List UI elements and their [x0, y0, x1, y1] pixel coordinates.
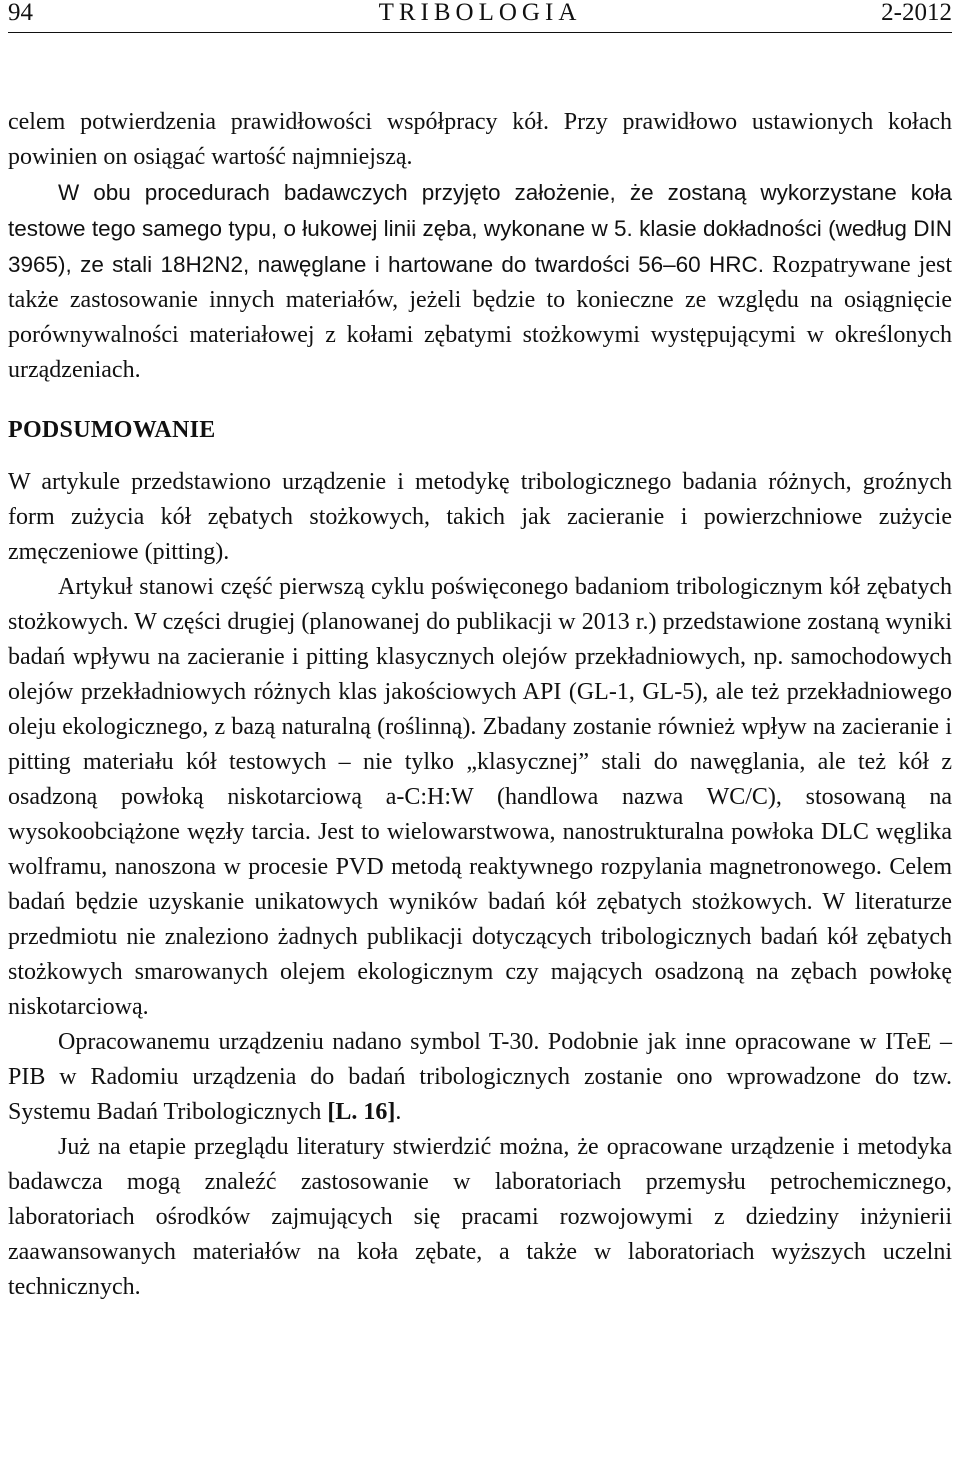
- paragraph-summary-3: [8, 1025, 952, 1130]
- issue-number: 2-2012: [881, 0, 952, 26]
- journal-title: TRIBOLOGIA: [378, 0, 582, 26]
- paragraph-summary-4: Już na etapie przeglądu literatury stwierdzić można, że opracowane urządzenie i metodyka badawcza mogą znaleźć zastosowanie w laboratoriach przemysłu petrochemicznego, laboratoriach ośrodków zajmujących się pracami rozwojowymi z dziedziny inżynierii zaawansowanych materiałów na koła zębate, a także w laboratoriach wyższych uczelni technicznych.: [8, 1134, 952, 1300]
- page-number: 94: [8, 0, 33, 26]
- section-heading: PODSUMOWANIE: [8, 417, 216, 443]
- paragraph-end: .: [395, 1099, 402, 1125]
- paragraph-sans-segment: W obu procedurach badawczych przyjęto założenie, że zostaną wykorzystane koła testowe tego samego typu, o łukowej linii zęba, wykonane w 5. klasie dokładności (według DIN 3965), ze stali 18H2N2, nawęglane i hartowane do twardości 56–60 HRC.: [8, 180, 952, 277]
- paragraph-text: Opracowanemu urządzeniu nadano symbol T-30. Podobnie jak inne opracowane w ITeE – PIB w Radomiu urządzenia do badań tribologicznych zostanie ono wprowadzone do tzw. Systemu Badań Tribologicznych: [8, 1029, 952, 1125]
- reference-citation: [L. 16]: [327, 1099, 396, 1125]
- paragraph-serif-segment: Rozpatrywane jest także zastosowanie innych materiałów, jeżeli będzie to konieczne ze względu na osiągnięcie porównywalności materiałowej z kołami zębatymi stożkowymi występującymi w określonych urządzeniach.: [8, 252, 952, 383]
- page-body: [8, 105, 952, 1305]
- header-rule: [8, 32, 952, 33]
- paragraph-test-procedures: [8, 175, 952, 388]
- running-header: [8, 0, 952, 28]
- paragraph-continuation: celem potwierdzenia prawidłowości współpracy kół. Przy prawidłowo ustawionych kołach powinien on osiągać wartość najmniejszą.: [8, 109, 952, 170]
- paragraph-summary-1: W artykule przedstawiono urządzenie i metodykę tribologicznego badania różnych, groźnych form zużycia kół zębatych stożkowych, takich jak zacieranie i powierzchniowe zużycie zmęczeniowe (pitting).: [8, 469, 952, 565]
- paragraph-summary-2: Artykuł stanowi część pierwszą cyklu poświęconego badaniom tribologicznym kół zębatych stożkowych. W części drugiej (planowanej do publikacji w 2013 r.) przedstawione zostaną wyniki badań wpływu na zacieranie i pitting klasycznych olejów przekładniowych, np. samochodowych olejów przekładniowych różnych klas jakościowych API (GL-1, GL-5), ale też przekładniowego oleju ekologicznego, z bazą naturalną (roślinną). Zbadany zostanie również wpływ na zacieranie i pitting materiału kół testowych – nie tylko „klasycznej” stali do nawęglania, ale też kół z osadzoną powłoką niskotarciową a-C:H:W (handlowa nazwa WC/C), stosowaną na wysokoobciążone węzły tarcia. Jest to wielowarstwowa, nanostrukturalna powłoka DLC węglika wolframu, nanoszona w procesie PVD metodą reaktywnego rozpylania magnetronowego. Celem badań będzie uzyskanie unikatowych wyników badań kół zębatych stożkowych. W literaturze przedmiotu nie znaleziono żadnych publikacji dotyczących tribologicznych badań kół zębatych stożkowych smarowanych olejem ekologicznym czy mających osadzoną na zębach powłokę niskotarciową.: [8, 574, 952, 1020]
